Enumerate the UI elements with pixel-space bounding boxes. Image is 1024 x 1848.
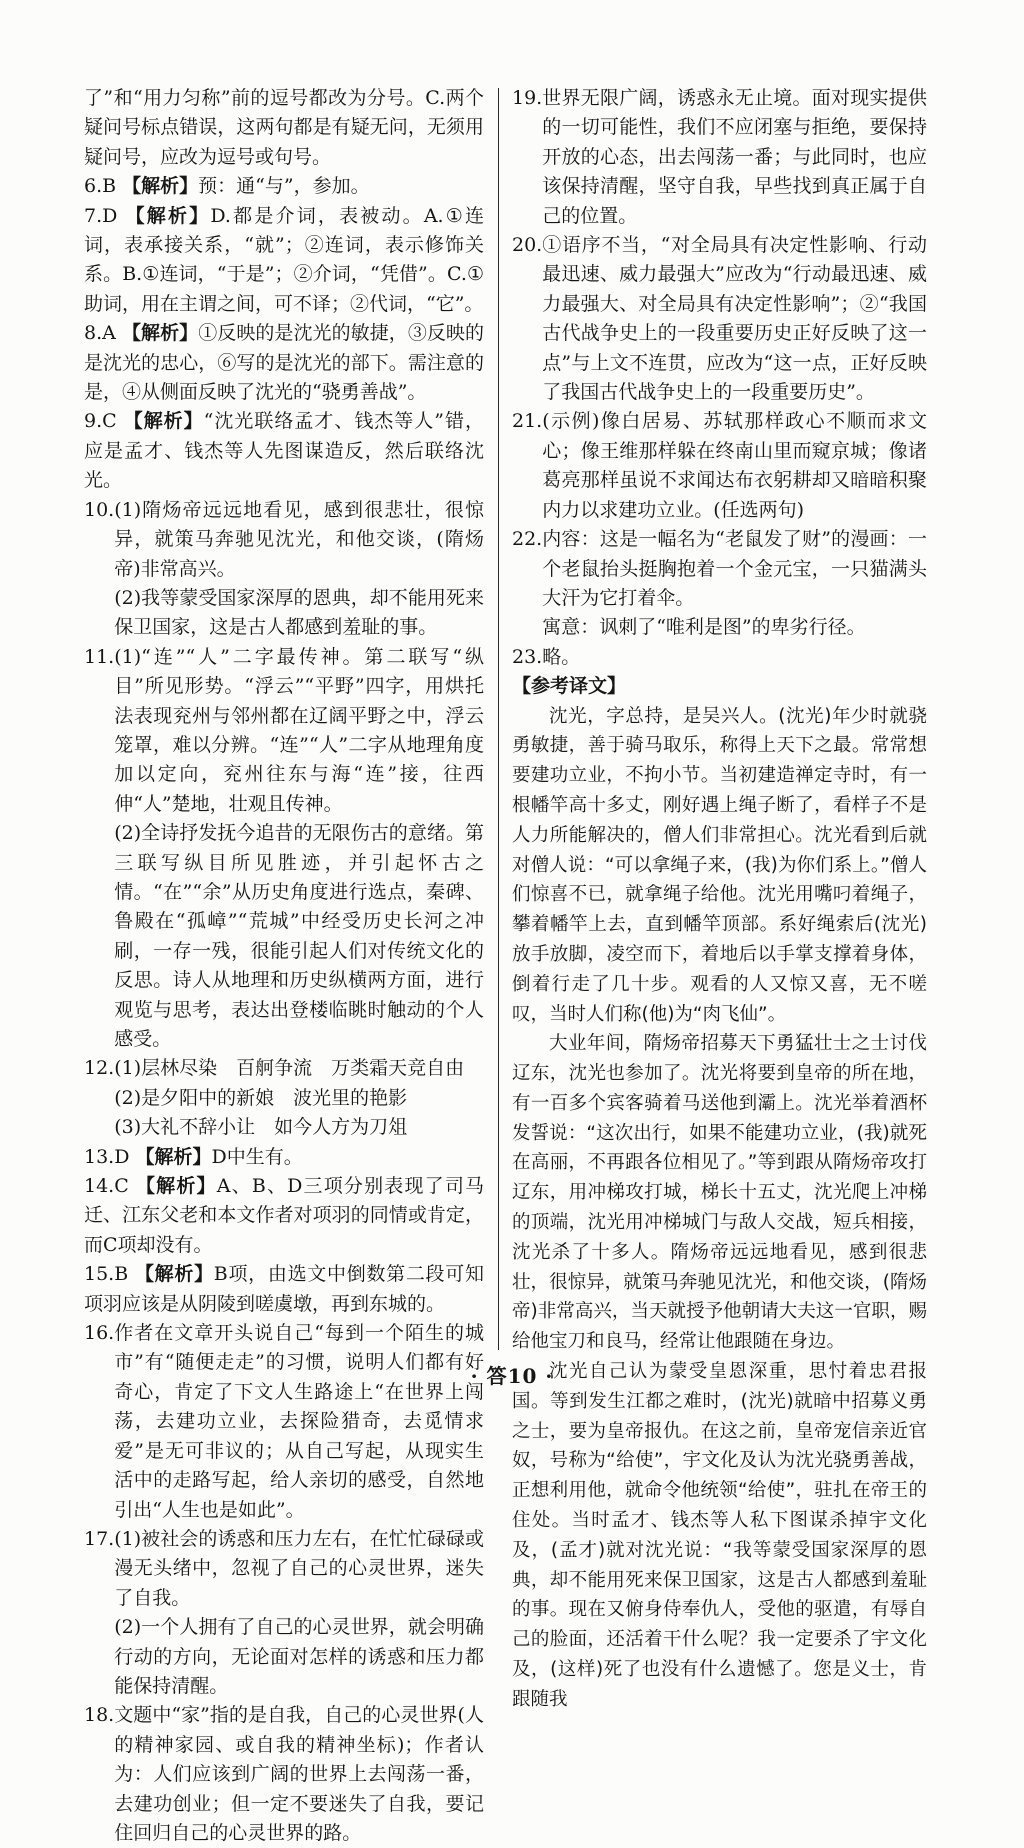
answer-12-part-3: (3)大礼不辞小让 如今人方为刀俎 <box>114 1116 408 1139</box>
answer-18 <box>84 1701 484 1848</box>
answer-19 <box>512 84 927 231</box>
answer-9 <box>84 407 484 495</box>
answer-23-number: 23. <box>512 645 543 668</box>
right-column <box>512 84 927 1715</box>
reference-translation <box>512 702 927 1715</box>
answer-15-number: 15.B <box>84 1263 129 1286</box>
answer-8 <box>84 319 484 407</box>
analysis-tag: 【解析】 <box>122 175 199 198</box>
answer-6 <box>84 172 484 201</box>
analysis-tag: 【解析】 <box>134 1263 214 1286</box>
answer-17-number: 17. <box>84 1527 115 1550</box>
answer-10 <box>84 496 484 643</box>
answer-14-number: 14.C <box>84 1175 129 1198</box>
answer-15-text: B项，由选文中倒数第二段可知项羽应该是从阴陵到嗟虞墩，再到东城的。 <box>84 1263 484 1315</box>
answer-16 <box>84 1319 484 1525</box>
answer-13 <box>84 1143 484 1172</box>
analysis-tag: 【解析】 <box>123 410 204 433</box>
answer-19-text: 世界无限广阔，诱惑永无止境。面对现实提供的一切可能性，我们不应闭塞与拒绝，要保持开放的心态，出去闯荡一番；与此同时，也应该保持清醒，坚守自我，早些找到真正属于自己的位置。 <box>542 87 927 227</box>
analysis-tag: 【解析】 <box>135 1145 212 1168</box>
answer-12 <box>84 1054 484 1142</box>
answer-19-number: 19. <box>512 87 543 109</box>
answer-12-number: 12. <box>84 1057 115 1080</box>
answer-8-text: ①反映的是沈光的敏捷，③反映的是沈光的忠心，⑥写的是沈光的部下。需注意的是，④从侧面反映了沈光的“骁勇善战”。 <box>84 322 484 404</box>
answer-15 <box>84 1260 484 1319</box>
column-divider <box>498 88 499 1350</box>
answer-17-part-1: (1)被社会的诱惑和压力左右，在忙忙碌碌或漫无头绪中，忽视了自己的心灵世界，迷失了自我。 <box>114 1527 484 1609</box>
answer-18-number: 18. <box>84 1704 115 1727</box>
answer-17 <box>84 1525 484 1701</box>
answer-16-text: 作者在文章开头说自己“每到一个陌生的城市”有“随便走走”的习惯，说明人们都有好奇心，肯定了下文人生路途上“在世界上闯荡，去建功立业，去探险猎奇，去觅情求爱”是无可非议的；从自己写起，从现实生活中的走路写起，给人亲切的感受，自然地引出“人生也是如此”。 <box>114 1322 484 1521</box>
answer-13-number: 13.D <box>84 1145 130 1168</box>
answer-18-text: 文题中“家”指的是自我，自己的心灵世界(人的精神家园、或自我的精神坐标)；作者认为：人们应该到广阔的世界上去闯荡一番，去建功创业；但一定不要迷失了自我，要记住回归自己的心灵世界的路。 <box>114 1704 484 1844</box>
translation-paragraph: 沈光，字总持，是吴兴人。(沈光)年少时就骁勇敏捷，善于骑马取乐，称得上天下之最。常常想要建功立业，不拘小节。当初建造禅定寺时，有一根幡竿高十多丈，刚好遇上绳子断了，看样子不是人力所能解决的，僧人们非常担心。沈光看到后就对僧人说：“可以拿绳子来，(我)为你们系上。”僧人们惊喜不已，就拿绳子给他。沈光用嘴叼着绳子，攀着幡竿上去，直到幡竿顶部。系好绳索后(沈光)放手放脚，凌空而下，着地后以手掌支撑着身体，倒着行走了几十步。观看的人又惊又喜，无不嗟叹，当时人们称(他)为“肉飞仙”。 <box>512 705 927 1025</box>
answer-22-number: 22. <box>512 528 543 551</box>
analysis-tag: 【解析】 <box>125 204 211 227</box>
answer-16-number: 16. <box>84 1322 115 1345</box>
translation-paragraph: 沈光自己认为蒙受皇恩深重，思忖着忠君报国。等到发生江都之难时，(沈光)就暗中招募义勇之士，要为皇帝报仇。在这之前，皇帝宠信亲近官奴，号称为“给使”，宇文化及认为沈光骁勇善战，正想利用他，就命令他统领“给使”，驻扎在帝王的住处。当时孟才、钱杰等人私下图谋杀掉宇文化及，(孟才)就对沈光说：“我等蒙受国家深厚的恩典，却不能用死来保卫国家，这是古人都感到羞耻的事。现在又俯身侍奉仇人，受他的驱遣，有辱自己的脸面，还活着干什么呢？我一定要杀了宇文化及，(这样)死了也没有什么遗憾了。您是义士，肯跟随我 <box>512 1361 927 1710</box>
answer-21 <box>512 407 927 525</box>
answer-11-part-2: (2)全诗抒发抚今追昔的无限伤古的意绪。第三联写纵目所见胜迹，并引起怀古之情。“在”“余”从历史角度进行选点，秦碑、鲁殿在“孤嶂”“荒城”中经受历史长河之冲刷，一存一残，很能引起人们对传统文化的反思。诗人从地理和历史纵横两方面，进行观览与思考，表达出登楼临眺时触动的个人感受。 <box>114 822 484 1050</box>
answer-20 <box>512 231 927 407</box>
answer-6-text: 预：通“与”，参加。 <box>198 175 370 198</box>
reference-translation-heading: 【参考译文】 <box>512 675 627 698</box>
analysis-tag: 【解析】 <box>136 1175 217 1198</box>
answer-23-text: 略。 <box>542 645 581 668</box>
answer-11 <box>84 643 484 1055</box>
answer-21-number: 21. <box>512 410 543 433</box>
answer-7 <box>84 202 484 320</box>
answer-12-part-2: (2)是夕阳中的新娘 波光里的艳影 <box>114 1086 408 1109</box>
answer-7-text: D.都是介词，表被动。A.①连词，表承接关系，“就”；②连词，表示修饰关系。B.①连词，“于是”；②介词，“凭借”。C.①助词，用在主谓之间，可不译；②代词，“它”。 <box>84 204 484 315</box>
answer-17-part-2: (2)一个人拥有了自己的心灵世界，就会明确行动的方向，无论面对怎样的诱惑和压力都能保持清醒。 <box>114 1616 484 1697</box>
analysis-tag: 【解析】 <box>121 322 199 345</box>
answer-8-number: 8.A <box>84 322 116 345</box>
answer-10-part-1: (1)隋炀帝远远地看见，感到很悲壮，很惊异，就策马奔驰见沈光，和他交谈，(隋炀帝)非常高兴。 <box>114 498 484 580</box>
answer-14 <box>84 1172 484 1260</box>
answer-10-number: 10. <box>84 498 115 521</box>
answer-21-text: (示例)像白居易、苏轼那样政心不顺而求文心；像王维那样躲在终南山里而窥京城；像诸葛亮那样虽说不求闻达布衣躬耕却又暗暗积聚内力以求建功立业。(任选两句) <box>542 410 927 521</box>
answer-22-meaning: 寓意：讽刺了“唯利是图”的卑劣行径。 <box>542 616 866 639</box>
continued-answer: 了”和“用力匀称”前的逗号都改为分号。C.两个疑问号标点错误，这两句都是有疑无问，无须用疑问号，应改为逗号或句号。 <box>84 87 484 168</box>
answer-9-text: “沈光联络孟才、钱杰等人”错，应是孟才、钱杰等人先图谋造反，然后联络沈光。 <box>84 410 484 492</box>
answer-9-number: 9.C <box>84 410 117 433</box>
answer-20-number: 20. <box>512 234 543 257</box>
answer-12-part-1: (1)层林尽染 百舸争流 万类霜天竞自由 <box>114 1057 465 1080</box>
translation-paragraph: 大业年间，隋炀帝招募天下勇猛壮士之士讨伐辽东，沈光也参加了。沈光将要到皇帝的所在地，有一百多个宾客骑着马送他到灞上。沈光举着酒杯发誓说：“这次出行，如果不能建功立业，(我)就死在高丽，不再跟各位相见了。”等到跟从隋炀帝攻打辽东，用冲梯攻打城，梯长十五丈，沈光爬上冲梯的顶端，沈光用冲梯城门与敌人交战，短兵相接，沈光杀了十多人。隋炀帝远远地看见，感到很悲壮，很惊异，就策马奔驰见沈光，和他交谈，(隋炀帝)非常高兴，当天就授予他朝请大夫这一官职，赐给他宝刀和良马，经常让他跟随在身边。 <box>512 1033 927 1353</box>
answer-14-text: A、B、D三项分别表现了司马迁、江东父老和本文作者对项羽的同情或肯定，而C项却没有。 <box>84 1175 484 1256</box>
page-number: · 答10 · <box>470 1364 554 1388</box>
answer-20-text: ①语序不当，“对全局具有决定性影响、行动最迅速、威力最强大”应改为“行动最迅速、威力最强大、对全局具有决定性影响”；②“我国古代战争史上的一段重要历史正好反映了这一点”与上文不连贯，应改为“这一点，正好反映了我国古代战争史上的一段重要历史”。 <box>542 234 927 404</box>
answer-22-content: 内容：这是一幅名为“老鼠发了财”的漫画：一个老鼠抬头挺胸抱着一个金元宝，一只猫满头大汗为它打着伞。 <box>542 528 927 609</box>
answer-23 <box>512 643 927 672</box>
answer-11-number: 11. <box>84 645 115 668</box>
left-column <box>84 84 484 1848</box>
answer-6-number: 6.B <box>84 175 117 198</box>
answer-7-number: 7.D <box>84 204 118 227</box>
answer-11-part-1: (1)“连”“人”二字最传神。第二联写“纵目”所见形势。“浮云”“平野”四字，用烘托法表现兖州与邻州都在辽阔平野之中，浮云笼罩，难以分辨。“连”“人”二字从地理角度加以定向，兖州往东与海“连”接，往西伸“人”楚地，壮观且传神。 <box>114 645 484 815</box>
answer-10-part-2: (2)我等蒙受国家深厚的恩典，却不能用死来保卫国家，这是古人都感到羞耻的事。 <box>114 586 484 639</box>
answer-22 <box>512 525 927 643</box>
answer-13-text: D中生有。 <box>211 1145 303 1168</box>
